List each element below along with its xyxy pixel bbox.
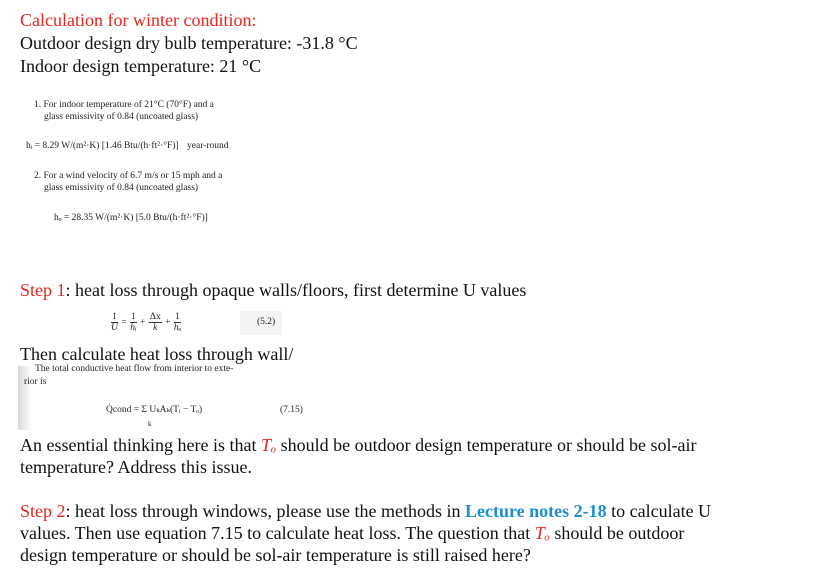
excerpt-item1-line2: glass emissivity of 0.84 (uncoated glass)	[44, 112, 199, 122]
essential-to: Tₒ	[260, 435, 277, 455]
step1-line	[20, 280, 526, 301]
step2-to: Tₒ	[534, 523, 550, 543]
step1-text: : heat loss through opaque walls/floors, first determine U values	[65, 280, 527, 300]
essential-pre: An essential thinking here is that	[20, 435, 261, 455]
u-value-equation: $\frac{1}{U}$ = $\frac{1}{\text{hᵢ}}$ + $\frac{\Delta x}{k}$ + $\frac{1}{\text{hₒ}}$	[111, 312, 182, 333]
q-sum-index: k	[148, 420, 152, 428]
step2-label: Step 2	[20, 501, 66, 521]
conductive-line1: The total conductive heat flow from interior to exte-	[35, 364, 234, 374]
step2-text-post: to calculate U	[606, 501, 712, 521]
hi-equation	[26, 140, 229, 152]
essential-line2: temperature? Address this issue.	[20, 457, 252, 477]
indoor-temperature-line: Indoor design temperature: 21 °C	[20, 56, 262, 76]
hi-equation-text: hᵢ = 8.29 W/(m²·K) [1.46 Btu/(h·ft²·°F)]	[26, 141, 179, 151]
step2-line2-pre: values. Then use equation 7.15 to calculate heat loss. The question that	[20, 523, 535, 543]
then-calculate-line: Then calculate heat loss through wall/	[20, 344, 294, 364]
excerpt-item1-line1: 1. For indoor temperature of 21°C (70°F) and a	[34, 100, 214, 110]
step2-line2-post: should be outdoor	[549, 523, 685, 543]
outdoor-temperature-line: Outdoor design dry bulb temperature: -31.8 °C	[20, 33, 358, 53]
q-cond-equation: Q̇cond = Σ UₖAₖ(Tᵢ − Tₒ)	[106, 405, 203, 415]
lecture-notes-link[interactable]: Lecture notes 2-18	[464, 501, 607, 521]
excerpt-item2-line2: glass emissivity of 0.84 (uncoated glass)	[44, 183, 199, 193]
step1-label: Step 1	[20, 280, 66, 300]
step2-line3: design temperature or should be sol-air temperature is still raised here?	[20, 545, 531, 565]
hi-equation-suffix: year-round	[187, 141, 229, 151]
conductive-line2: rior is	[24, 377, 47, 387]
essential-post: should be outdoor design temperature or should be sol-air	[276, 435, 697, 455]
step2-text-pre: : heat loss through windows, please use the methods in	[65, 501, 465, 521]
ho-equation: hₒ = 28.35 W/(m²·K) [5.0 Btu/(h·ft²·°F)]	[54, 213, 208, 223]
eq52-number: (5.2)	[257, 317, 276, 327]
winter-title: Calculation for winter condition:	[20, 10, 257, 30]
step2-line2	[20, 523, 684, 544]
step2-line1	[20, 501, 711, 522]
essential-line1	[20, 435, 697, 456]
excerpt-item2-line1: 2. For a wind velocity of 6.7 m/s or 15 mph and a	[34, 171, 223, 181]
eq715-number: (7.15)	[280, 405, 303, 415]
